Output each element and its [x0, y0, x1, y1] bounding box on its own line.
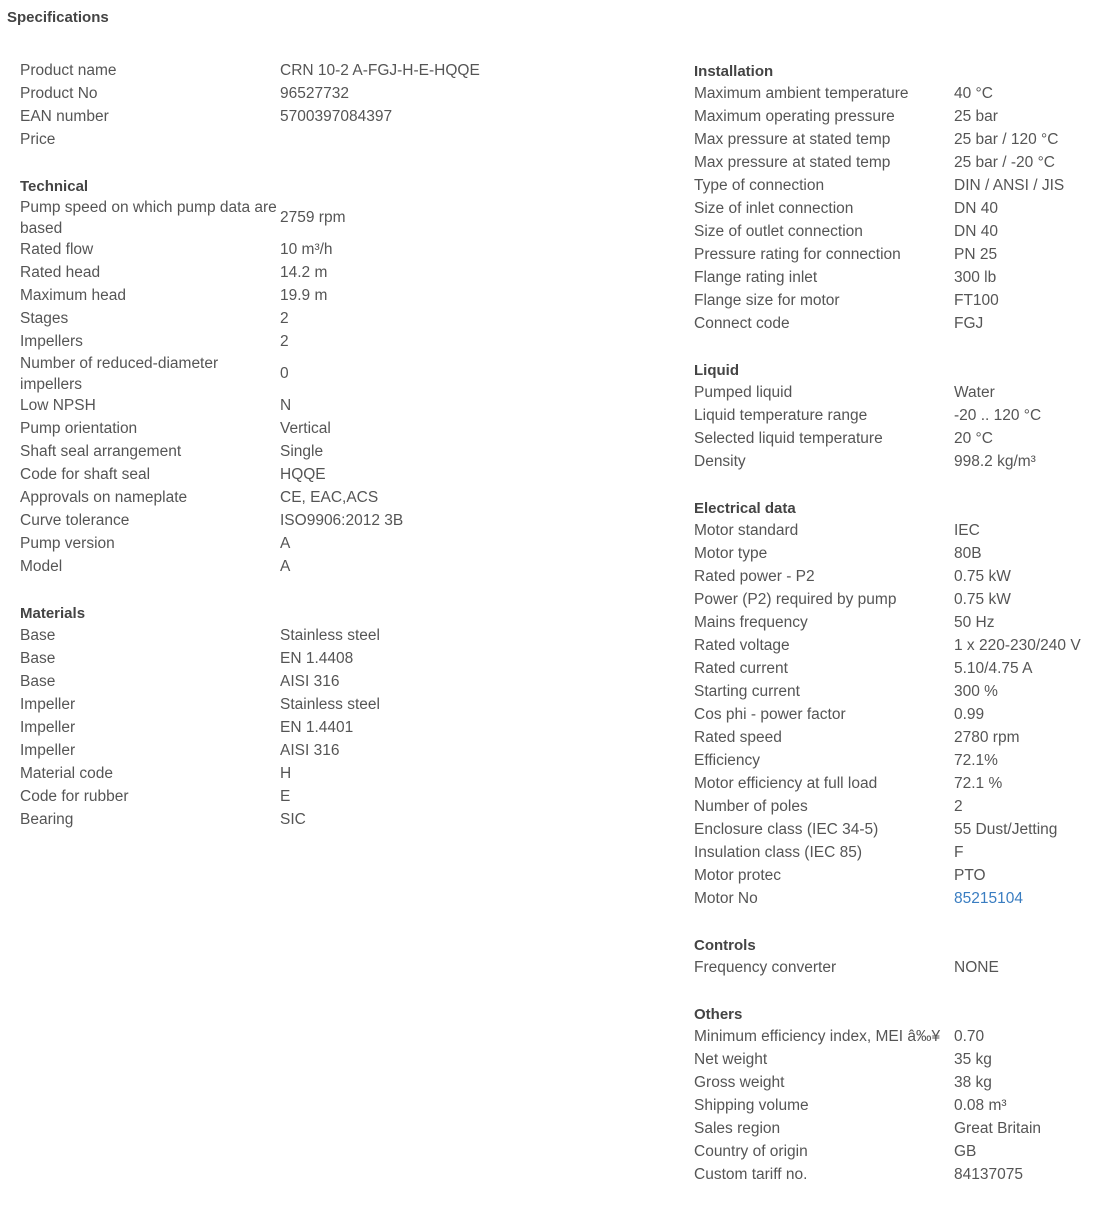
spec-label: Number of poles	[694, 798, 808, 816]
spec-row	[694, 520, 1104, 543]
spec-row	[20, 83, 580, 106]
spec-row	[694, 152, 1104, 175]
spec-section-controls	[694, 934, 1104, 980]
spec-value: E	[280, 788, 291, 806]
spec-row	[694, 1095, 1104, 1118]
spec-value: Vertical	[280, 420, 331, 438]
spec-row	[20, 671, 580, 694]
spec-label: Model	[20, 558, 63, 576]
spec-row	[20, 60, 580, 83]
spec-section-general	[20, 60, 580, 152]
spec-value: -20 .. 120 °C	[954, 407, 1042, 425]
spec-value: DIN / ANSI / JIS	[954, 177, 1065, 195]
spec-value: AISI 316	[280, 742, 340, 760]
spec-row	[20, 354, 580, 395]
spec-section-electrical-data	[694, 497, 1104, 911]
spec-label: Insulation class (IEC 85)	[694, 844, 862, 862]
spec-section-installation	[694, 60, 1104, 336]
spec-row	[694, 612, 1104, 635]
page-title: Specifications	[7, 9, 109, 26]
spec-value: 25 bar	[954, 108, 998, 126]
spec-label: Gross weight	[694, 1074, 785, 1092]
spec-label: Minimum efficiency index, MEI â‰¥	[694, 1028, 941, 1046]
spec-row	[20, 510, 580, 533]
spec-section-technical	[20, 175, 580, 579]
spec-label: Pressure rating for connection	[694, 246, 901, 264]
spec-row	[694, 1164, 1104, 1187]
spec-label: Rated voltage	[694, 637, 790, 655]
section-title: Electrical data	[694, 500, 796, 517]
spec-value: ISO9906:2012 3B	[280, 512, 404, 530]
spec-label: Enclosure class (IEC 34-5)	[694, 821, 879, 839]
section-title: Materials	[20, 605, 86, 622]
spec-row	[694, 543, 1104, 566]
spec-label: Approvals on nameplate	[20, 489, 188, 507]
spec-value: 0	[280, 365, 289, 383]
spec-value: 40 °C	[954, 85, 993, 103]
spec-label: Flange rating inlet	[694, 269, 818, 287]
spec-value: Great Britain	[954, 1120, 1042, 1138]
spec-row	[20, 441, 580, 464]
spec-label: Base	[20, 650, 56, 668]
spec-value: 35 kg	[954, 1051, 992, 1069]
spec-label: Pumped liquid	[694, 384, 793, 402]
spec-row	[694, 842, 1104, 865]
spec-value: Stainless steel	[280, 627, 380, 645]
spec-row	[20, 740, 580, 763]
spec-row	[694, 1049, 1104, 1072]
spec-row	[694, 428, 1104, 451]
spec-row	[20, 648, 580, 671]
spec-label: Code for rubber	[20, 788, 129, 806]
spec-value: 20 °C	[954, 430, 993, 448]
spec-value: 0.75 kW	[954, 591, 1011, 609]
spec-value: CE, EAC,ACS	[280, 489, 379, 507]
spec-section-liquid	[694, 359, 1104, 474]
spec-label: Product name	[20, 62, 117, 80]
spec-row	[20, 395, 580, 418]
spec-row	[20, 556, 580, 579]
spec-value: 72.1 %	[954, 775, 1003, 793]
spec-label: Shipping volume	[694, 1097, 809, 1115]
spec-row	[20, 694, 580, 717]
spec-value: 2	[954, 798, 963, 816]
spec-label: Country of origin	[694, 1143, 808, 1161]
spec-value: DN 40	[954, 223, 998, 241]
spec-row	[20, 464, 580, 487]
spec-value: 72.1%	[954, 752, 998, 770]
spec-row	[20, 418, 580, 441]
spec-value: 38 kg	[954, 1074, 992, 1092]
spec-row	[694, 681, 1104, 704]
spec-row	[694, 221, 1104, 244]
section-title: Controls	[694, 937, 756, 954]
spec-row	[694, 796, 1104, 819]
spec-row	[694, 888, 1104, 911]
spec-value: EN 1.4408	[280, 650, 354, 668]
spec-value: Stainless steel	[280, 696, 380, 714]
spec-label: Base	[20, 627, 56, 645]
spec-label: Impeller	[20, 719, 76, 737]
spec-label: Power (P2) required by pump	[694, 591, 897, 609]
spec-label: Density	[694, 453, 746, 471]
spec-value: 0.08 m³	[954, 1097, 1007, 1115]
spec-row	[20, 717, 580, 740]
spec-label: Maximum ambient temperature	[694, 85, 909, 103]
spec-label: Type of connection	[694, 177, 825, 195]
spec-row	[694, 957, 1104, 980]
spec-label: Rated power - P2	[694, 568, 815, 586]
spec-value: GB	[954, 1143, 977, 1161]
spec-row	[20, 533, 580, 556]
spec-value: 50 Hz	[954, 614, 995, 632]
spec-value: 2	[280, 333, 289, 351]
spec-row	[694, 129, 1104, 152]
spec-row	[694, 635, 1104, 658]
spec-row	[694, 175, 1104, 198]
spec-label: Pump speed on which pump data are based	[20, 199, 277, 237]
spec-label: Size of inlet connection	[694, 200, 854, 218]
spec-label: Bearing	[20, 811, 74, 829]
spec-row	[694, 773, 1104, 796]
spec-value: 1 x 220-230/240 V	[954, 637, 1081, 655]
spec-label: Curve tolerance	[20, 512, 130, 530]
spec-value: 2	[280, 310, 289, 328]
spec-row	[20, 239, 580, 262]
spec-row	[694, 750, 1104, 773]
spec-row	[20, 763, 580, 786]
spec-row	[694, 589, 1104, 612]
spec-label: Impeller	[20, 696, 76, 714]
left-spec-column	[20, 60, 580, 855]
spec-label: Low NPSH	[20, 397, 96, 415]
spec-section-others	[694, 1003, 1104, 1187]
spec-label: Max pressure at stated temp	[694, 154, 891, 172]
spec-row	[20, 331, 580, 354]
spec-value: DN 40	[954, 200, 998, 218]
spec-row	[20, 198, 580, 239]
spec-value: PN 25	[954, 246, 998, 264]
spec-label: Connect code	[694, 315, 790, 333]
spec-row	[20, 625, 580, 648]
spec-value: A	[280, 558, 291, 576]
right-spec-column	[694, 60, 1104, 1210]
spec-row	[694, 198, 1104, 221]
section-title: Installation	[694, 63, 774, 80]
spec-label: Number of reduced-diameter impellers	[20, 355, 219, 393]
spec-row	[694, 819, 1104, 842]
spec-row	[694, 658, 1104, 681]
spec-label: Liquid temperature range	[694, 407, 868, 425]
spec-label: Pump version	[20, 535, 115, 553]
spec-value: 0.99	[954, 706, 985, 724]
spec-value: 25 bar / -20 °C	[954, 154, 1055, 172]
spec-label: EAN number	[20, 108, 109, 126]
spec-row	[694, 1026, 1104, 1049]
spec-label: Rated current	[694, 660, 788, 678]
spec-value: CRN 10-2 A-FGJ-H-E-HQQE	[280, 62, 480, 80]
spec-label: Mains frequency	[694, 614, 808, 632]
spec-value: 25 bar / 120 °C	[954, 131, 1059, 149]
spec-value: 19.9 m	[280, 287, 328, 305]
spec-row	[694, 267, 1104, 290]
spec-label: Motor standard	[694, 522, 799, 540]
spec-label: Motor type	[694, 545, 768, 563]
spec-label: Sales region	[694, 1120, 781, 1138]
spec-row	[694, 244, 1104, 267]
spec-value: 5700397084397	[280, 108, 393, 126]
spec-row	[694, 727, 1104, 750]
spec-section-materials	[20, 602, 580, 832]
spec-label: Stages	[20, 310, 69, 328]
spec-value: 0.75 kW	[954, 568, 1011, 586]
spec-label: Rated speed	[694, 729, 782, 747]
spec-label: Frequency converter	[694, 959, 837, 977]
spec-value: H	[280, 765, 292, 783]
spec-label: Motor protec	[694, 867, 782, 885]
spec-label: Custom tariff no.	[694, 1166, 808, 1184]
spec-row	[694, 451, 1104, 474]
spec-value: Water	[954, 384, 995, 402]
spec-row	[694, 382, 1104, 405]
spec-value: NONE	[954, 959, 999, 977]
spec-row	[20, 809, 580, 832]
spec-label: Starting current	[694, 683, 800, 701]
spec-value: 300 %	[954, 683, 998, 701]
spec-row	[694, 865, 1104, 888]
spec-label: Material code	[20, 765, 114, 783]
spec-label: Rated flow	[20, 241, 94, 259]
spec-label: Code for shaft seal	[20, 466, 151, 484]
spec-row	[20, 487, 580, 510]
spec-label: Impeller	[20, 742, 76, 760]
spec-row	[694, 106, 1104, 129]
spec-value: EN 1.4401	[280, 719, 354, 737]
spec-value: AISI 316	[280, 673, 340, 691]
spec-label: Motor efficiency at full load	[694, 775, 878, 793]
spec-value: 300 lb	[954, 269, 997, 287]
spec-value: 2780 rpm	[954, 729, 1020, 747]
spec-row	[20, 285, 580, 308]
spec-row	[694, 1141, 1104, 1164]
spec-label: Shaft seal arrangement	[20, 443, 182, 461]
spec-row	[694, 313, 1104, 336]
spec-value: A	[280, 535, 291, 553]
spec-value: Single	[280, 443, 324, 461]
spec-row	[694, 1118, 1104, 1141]
spec-value: 10 m³/h	[280, 241, 333, 259]
spec-value: F	[954, 844, 964, 862]
spec-label: Cos phi - power factor	[694, 706, 846, 724]
spec-label: Maximum head	[20, 287, 126, 305]
spec-row	[20, 262, 580, 285]
spec-label: Impellers	[20, 333, 83, 351]
spec-value: IEC	[954, 522, 980, 540]
spec-row	[20, 129, 580, 152]
spec-label: Price	[20, 131, 56, 149]
spec-row	[20, 786, 580, 809]
spec-value: HQQE	[280, 466, 326, 484]
spec-label: Maximum operating pressure	[694, 108, 895, 126]
spec-value: 80B	[954, 545, 982, 563]
spec-label: Motor No	[694, 890, 758, 908]
spec-label: Base	[20, 673, 56, 691]
spec-row	[694, 704, 1104, 727]
spec-label: Size of outlet connection	[694, 223, 863, 241]
spec-label: Net weight	[694, 1051, 768, 1069]
spec-value: 84137075	[954, 1166, 1023, 1184]
section-title: Others	[694, 1006, 743, 1023]
section-title: Technical	[20, 178, 89, 195]
spec-label: Max pressure at stated temp	[694, 131, 891, 149]
spec-label: Pump orientation	[20, 420, 138, 438]
spec-value: 2759 rpm	[280, 209, 346, 227]
spec-label: Selected liquid temperature	[694, 430, 883, 448]
spec-value: PTO	[954, 867, 986, 885]
spec-row	[20, 106, 580, 129]
spec-value: 96527732	[280, 85, 349, 103]
spec-row	[20, 308, 580, 331]
spec-label: Product No	[20, 85, 98, 103]
spec-label: Efficiency	[694, 752, 761, 770]
spec-value: SIC	[280, 811, 306, 829]
spec-row	[694, 83, 1104, 106]
spec-value: FT100	[954, 292, 999, 310]
section-title: Liquid	[694, 362, 739, 379]
spec-value-link[interactable]: 85215104	[954, 890, 1023, 908]
spec-row	[694, 405, 1104, 428]
spec-label: Flange size for motor	[694, 292, 840, 310]
spec-value: 0.70	[954, 1028, 985, 1046]
spec-value: 5.10/4.75 A	[954, 660, 1033, 678]
spec-value: FGJ	[954, 315, 984, 333]
spec-value: 14.2 m	[280, 264, 328, 282]
spec-label: Rated head	[20, 264, 101, 282]
spec-row	[694, 1072, 1104, 1095]
spec-row	[694, 566, 1104, 589]
spec-value: 998.2 kg/m³	[954, 453, 1036, 471]
spec-row	[694, 290, 1104, 313]
spec-value: N	[280, 397, 292, 415]
spec-value: 55 Dust/Jetting	[954, 821, 1058, 839]
